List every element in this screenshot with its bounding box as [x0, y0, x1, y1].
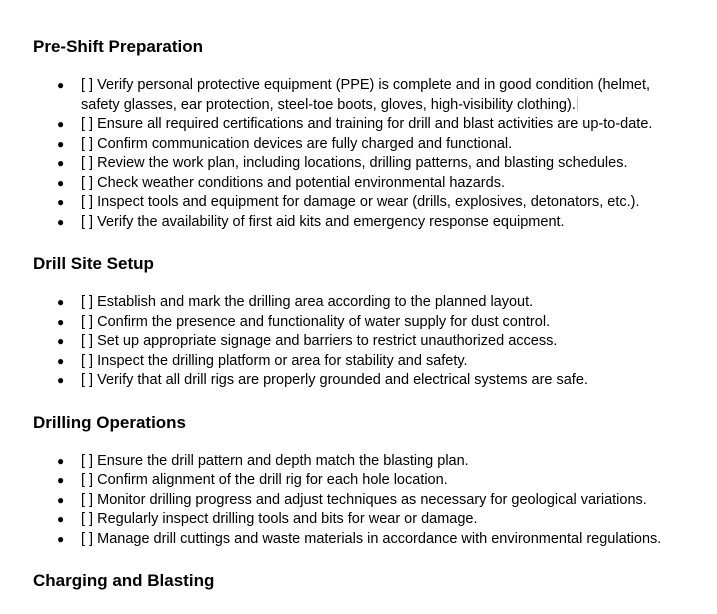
bullet-icon: ●	[57, 78, 65, 92]
checklist-item-text: [ ] Confirm alignment of the drill rig for each hole location.	[81, 472, 448, 488]
checklist-item-text: [ ] Check weather conditions and potential environmental hazards.	[81, 174, 505, 191]
checklist-item[interactable]	[33, 76, 673, 115]
checklist-item[interactable]	[33, 471, 673, 491]
section-heading: Drilling Operations	[33, 412, 187, 432]
bullet-icon: ●	[57, 334, 65, 348]
checklist-item-text: [ ] Confirm communication devices are fully charged and functional.	[81, 135, 513, 152]
section-pre-shift	[33, 37, 673, 232]
checklist-item[interactable]	[33, 510, 673, 530]
checklist	[33, 76, 673, 232]
checklist-item[interactable]	[33, 491, 673, 511]
text-cursor-icon	[577, 97, 578, 111]
bullet-icon: ●	[57, 175, 65, 190]
bullet-icon: ●	[57, 373, 65, 387]
checklist-item-text: [ ] Confirm the presence and functionality of water supply for dust control.	[81, 313, 551, 330]
bullet-icon: ●	[57, 314, 65, 329]
bullet-icon: ●	[57, 295, 65, 309]
bullet-icon: ●	[57, 531, 65, 546]
bullet-icon: ●	[57, 136, 65, 151]
checklist-item-text: [ ] Monitor drilling progress and adjust techniques as necessary for geological variations.	[81, 491, 647, 508]
bullet-icon: ●	[57, 473, 65, 487]
checklist-item[interactable]	[33, 115, 673, 135]
checklist-item[interactable]	[33, 371, 673, 391]
bullet-icon: ●	[57, 453, 65, 468]
section-drilling-operations	[33, 413, 673, 550]
checklist-item-text: [ ] Inspect tools and equipment for damage or wear (drills, explosives, detonators, etc.).	[81, 194, 640, 210]
checklist-item[interactable]	[33, 313, 673, 333]
section-heading: Charging and Blasting	[33, 571, 215, 590]
checklist-item-text: [ ] Verify the availability of first aid kits and emergency response equipment.	[81, 213, 565, 230]
checklist-item[interactable]	[33, 332, 673, 352]
checklist-item-text: [ ] Regularly inspect drilling tools and bits for wear or damage.	[81, 511, 478, 527]
checklist-item-text: [ ] Set up appropriate signage and barriers to restrict unauthorized access.	[81, 333, 558, 349]
checklist	[33, 452, 673, 550]
checklist-item-text: [ ] Manage drill cuttings and waste materials in accordance with environmental regulations.	[81, 530, 662, 547]
section-heading: Drill Site Setup	[33, 254, 154, 273]
checklist-item-text: [ ] Inspect the drilling platform or area for stability and safety.	[81, 352, 468, 369]
bullet-icon: ●	[57, 117, 65, 131]
checklist-item-text: [ ] Review the work plan, including locations, drilling patterns, and blasting schedules.	[81, 155, 628, 171]
bullet-icon: ●	[57, 353, 65, 368]
bullet-icon: ●	[57, 492, 65, 507]
section-charging-and-blasting	[33, 571, 673, 591]
section-heading: Pre-Shift Preparation	[33, 37, 204, 56]
checklist-item-text: [ ] Ensure all required certifications and training for drill and blast activities are up-to-date.	[81, 116, 653, 132]
checklist-item-text: [ ] Verify personal protective equipment (PPE) is complete and in good condition (helmet, safety glasses, ear protection, steel-toe boots, gloves, high-visibility clothing).	[81, 77, 651, 113]
checklist-item[interactable]	[33, 154, 673, 174]
checklist-item[interactable]	[33, 174, 673, 194]
checklist-item[interactable]	[33, 293, 673, 313]
section-drill-site-setup	[33, 254, 673, 391]
checklist-item-text: [ ] Establish and mark the drilling area according to the planned layout.	[81, 294, 534, 310]
bullet-icon: ●	[57, 214, 65, 229]
checklist-item[interactable]	[33, 352, 673, 372]
bullet-icon: ●	[57, 512, 65, 526]
checklist-item[interactable]	[33, 213, 673, 233]
bullet-icon: ●	[57, 156, 65, 170]
checklist-item[interactable]	[33, 530, 673, 550]
checklist-item-text: [ ] Ensure the drill pattern and depth match the blasting plan.	[81, 452, 469, 469]
document-body	[33, 37, 673, 613]
checklist-item[interactable]	[33, 193, 673, 213]
checklist-item[interactable]	[33, 452, 673, 472]
bullet-icon: ●	[57, 195, 65, 209]
checklist-item[interactable]	[33, 135, 673, 155]
checklist	[33, 293, 673, 391]
checklist-item-text: [ ] Verify that all drill rigs are properly grounded and electrical systems are safe.	[81, 372, 588, 388]
